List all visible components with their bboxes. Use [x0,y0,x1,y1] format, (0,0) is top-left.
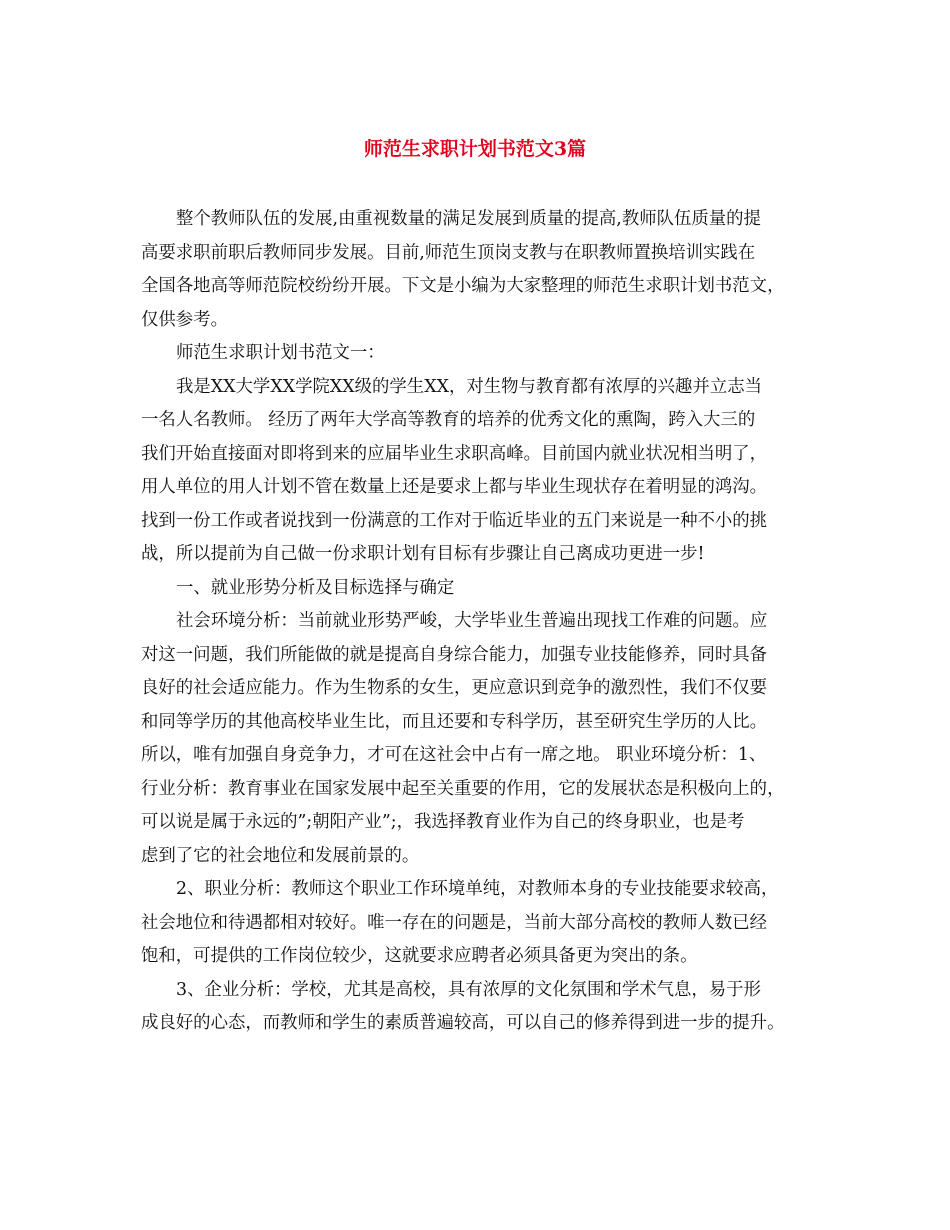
body-text-line: 和同等学历的其他高校毕业生比，而且还要和专科学历，甚至研究生学历的人比。 [141,711,768,732]
body-text-line: 对这一问题，我们所能做的就是提高自身综合能力，加强专业技能修养，同时具备 [141,644,768,665]
body-text-line: 成良好的心态，而教师和学生的素质普遍较高，可以自己的修养得到进一步的提升。 [141,1013,785,1033]
body-text-line: 整个教师队伍的发展,由重视数量的满足发展到质量的提高,教师队伍质量的提 [176,209,761,229]
body-text-line: 2、职业分析：教师这个职业工作环境单纯，对教师本身的专业技能要求较高， [176,879,779,899]
body-text-line: 饱和，可提供的工作岗位较少，这就要求应聘者必须具备更为突出的条。 [141,946,698,966]
body-text-line: 高要求职前职后教师同步发展。目前,师范生顶岗支教与在职教师置换培训实践在 [141,242,756,263]
body-text-line: 社会环境分析：当前就业形势严峻，大学毕业生普遍出现找工作难的问题。应 [176,611,768,631]
body-text-line: 战，所以提前为自己做一份求职计划有目标有步骤让自己离成功更进一步! [141,544,705,564]
body-text-line: 行业分析：教育事业在国家发展中起至关重要的作用，它的发展状态是积极向上的， [141,778,785,799]
document-title: 师范生求职计划书范文3篇 [363,138,587,160]
body-text-line: 虑到了它的社会地位和发展前景的。 [141,845,420,866]
body-text-line: 师范生求职计划书范文一： [176,343,385,363]
body-text-line: 仅供参考。 [141,309,228,330]
document-body [141,203,826,1041]
body-text-line: 可以说是属于永远的”;朝阳产业”;，我选择教育业作为自己的终身职业，也是考 [141,812,745,832]
body-text-line: 所以，唯有加强自身竞争力，才可在这社会中占有一席之地。 职业环境分析：1、 [141,745,767,765]
body-text-line: 一、就业形势分析及目标选择与确定 [176,577,455,598]
body-text-line: 找到一份工作或者说找到一份满意的工作对于临近毕业的五门来说是一种不小的挑 [141,510,768,531]
body-text-line: 一名人名教师。 经历了两年大学高等教育的培养的优秀文化的熏陶，跨入大三的 [141,410,756,430]
body-text-line: 良好的社会适应能力。作为生物系的女生，更应意识到竞争的激烈性，我们不仅要 [141,678,768,698]
body-text-line: 全国各地高等师范院校纷纷开展。下文是小编为大家整理的师范生求职计划书范文， [141,276,785,296]
body-text-line: 我们开始直接面对即将到来的应届毕业生求职高峰。目前国内就业状况相当明了， [141,443,768,464]
body-text-line: 社会地位和待遇都相对较好。唯一存在的问题是，当前大部分高校的教师人数已经 [141,912,768,933]
body-text-line: 我是XX大学XX学院XX级的学生XX，对生物与教育都有浓厚的兴趣并立志当 [176,376,762,397]
body-text-line: 用人单位的用人计划不管在数量上还是要求上都与毕业生现状存在着明显的鸿沟。 [141,477,768,497]
body-text-line: 3、企业分析：学校，尤其是高校，具有浓厚的文化氛围和学术气息，易于形 [176,979,761,1000]
